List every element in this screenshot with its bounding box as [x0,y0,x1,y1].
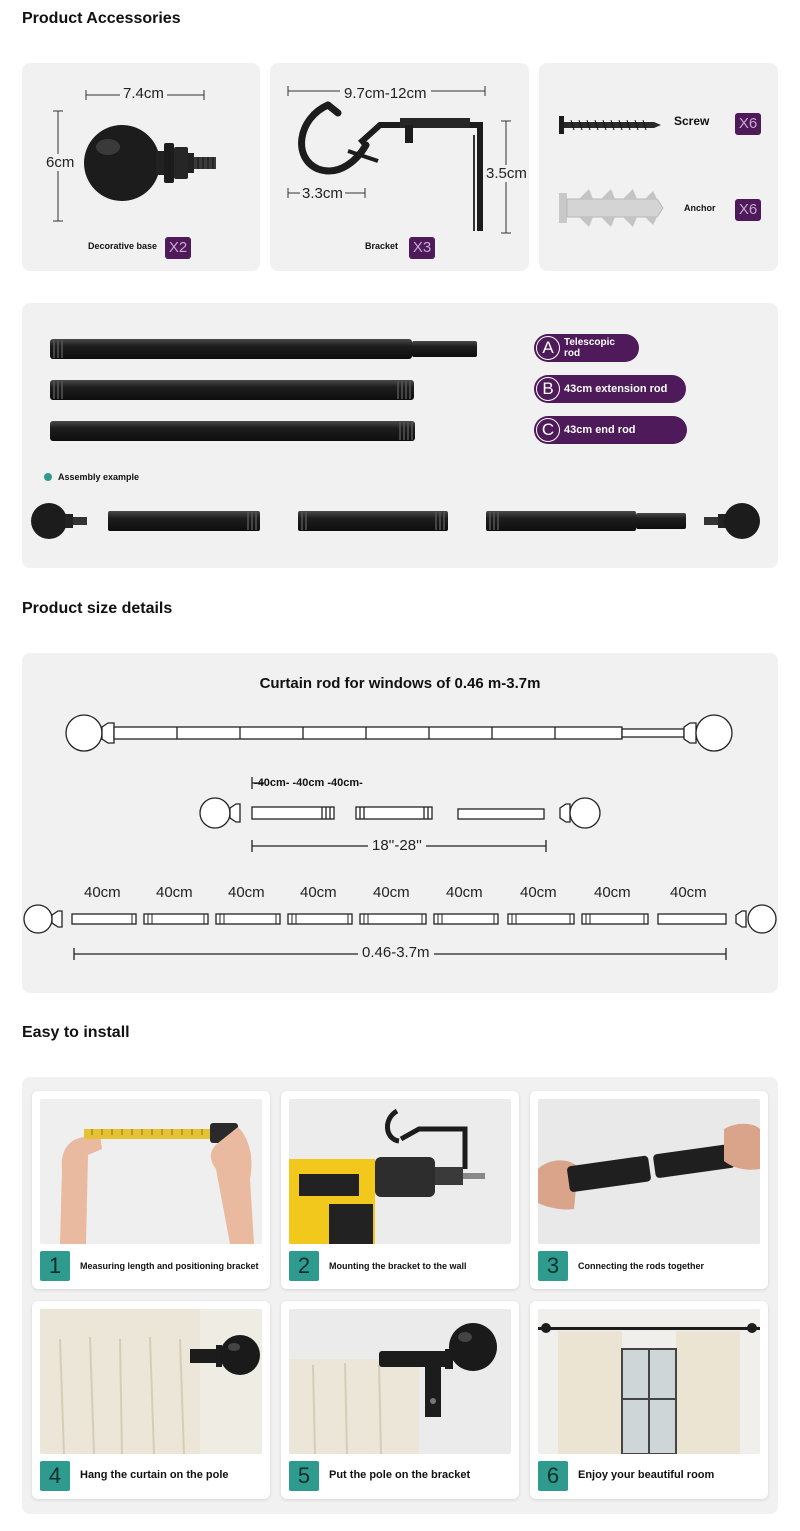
range-total-label: 0.46-3.7m [358,944,434,961]
step-1-label: Measuring length and positioning bracket [80,1261,259,1271]
bracket-hook-label: 3.3cm [302,185,343,202]
step-5-card [281,1301,519,1499]
finial-height-label: 6cm [46,154,75,171]
rod-b-label [534,375,686,403]
rod-b-letter: B [536,377,560,401]
anchor-qty-badge: X6 [735,199,761,221]
step-3-photo [538,1099,760,1244]
step-5-label: Put the pole on the bracket [329,1469,471,1481]
rod-a-label [534,334,639,362]
rod-b-text: 43cm extension rod [564,383,668,395]
step-2-label: Mounting the bracket to the wall [329,1261,467,1271]
step-5-photo [289,1309,511,1454]
pole-on-bracket-illustration [289,1309,511,1454]
assembly-dot-icon [44,473,52,481]
rod-a-text-line1: Telescopic [564,337,615,348]
rod-a-text [564,337,615,359]
step-1-card [32,1091,270,1289]
segment-length-3: 40cm [228,884,265,901]
finial-card [22,63,260,271]
install-panel [22,1077,778,1514]
segment-length-7: 40cm [520,884,557,901]
segments-label: -40cm- -40cm -40cm- [254,777,363,789]
finial-qty-badge: X2 [165,237,191,259]
screw-name: Screw [674,114,710,128]
step-6-photo [538,1309,760,1454]
accessories-heading: Product Accessories [22,10,181,27]
drill-bracket-illustration [289,1099,511,1244]
install-heading: Easy to install [22,1024,130,1041]
segment-length-4: 40cm [300,884,337,901]
screw-anchor-illustration [539,63,778,271]
step-5-number: 5 [289,1461,319,1491]
step-2-number: 2 [289,1251,319,1281]
step-6-card [530,1301,768,1499]
assembly-label: Assembly example [58,472,140,482]
size-panel [22,653,778,993]
bracket-qty-badge: X3 [409,237,435,259]
step-2-photo [289,1099,511,1244]
connecting-rods-illustration [538,1099,760,1244]
rod-a-letter: A [536,336,560,360]
finial-name: Decorative base [88,241,158,251]
hardware-card [539,63,778,271]
step-2-card [281,1091,519,1289]
size-heading: Product size details [22,600,173,617]
segment-length-6: 40cm [446,884,483,901]
size-diagram [22,653,778,993]
step-3-card [530,1091,768,1289]
size-title: Curtain rod for windows of 0.46 m-3.7m [259,675,541,692]
step-6-number: 6 [538,1461,568,1491]
bracket-span-label: 9.7cm-12cm [340,85,431,102]
measuring-tape-illustration [40,1099,262,1244]
rods-panel [22,303,778,568]
finished-room-illustration [538,1309,760,1454]
step-4-card [32,1301,270,1499]
finial-width-label: 7.4cm [120,85,167,102]
step-1-number: 1 [40,1251,70,1281]
segment-length-9: 40cm [670,884,707,901]
bracket-name: Bracket [365,241,399,251]
segment-length-2: 40cm [156,884,193,901]
step-4-number: 4 [40,1461,70,1491]
segment-length-1: 40cm [84,884,121,901]
bracket-height-label: 3.5cm [486,165,527,182]
step-3-label: Connecting the rods together [578,1261,704,1271]
rod-c-letter: C [536,418,560,442]
rod-c-label [534,416,687,444]
rod-a-text-line2: rod [564,348,581,359]
anchor-name: Anchor [684,203,716,213]
segment-length-8: 40cm [594,884,631,901]
step-4-label: Hang the curtain on the pole [80,1469,229,1481]
step-6-label: Enjoy your beautiful room [578,1469,715,1481]
segment-length-5: 40cm [373,884,410,901]
screw-qty-badge: X6 [735,113,761,135]
step-3-number: 3 [538,1251,568,1281]
rod-c-text: 43cm end rod [564,424,636,436]
bracket-card [270,63,529,271]
range-inches-label: 18''-28'' [368,837,426,854]
curtain-on-pole-illustration [40,1309,262,1454]
step-1-photo [40,1099,262,1244]
step-4-photo [40,1309,262,1454]
